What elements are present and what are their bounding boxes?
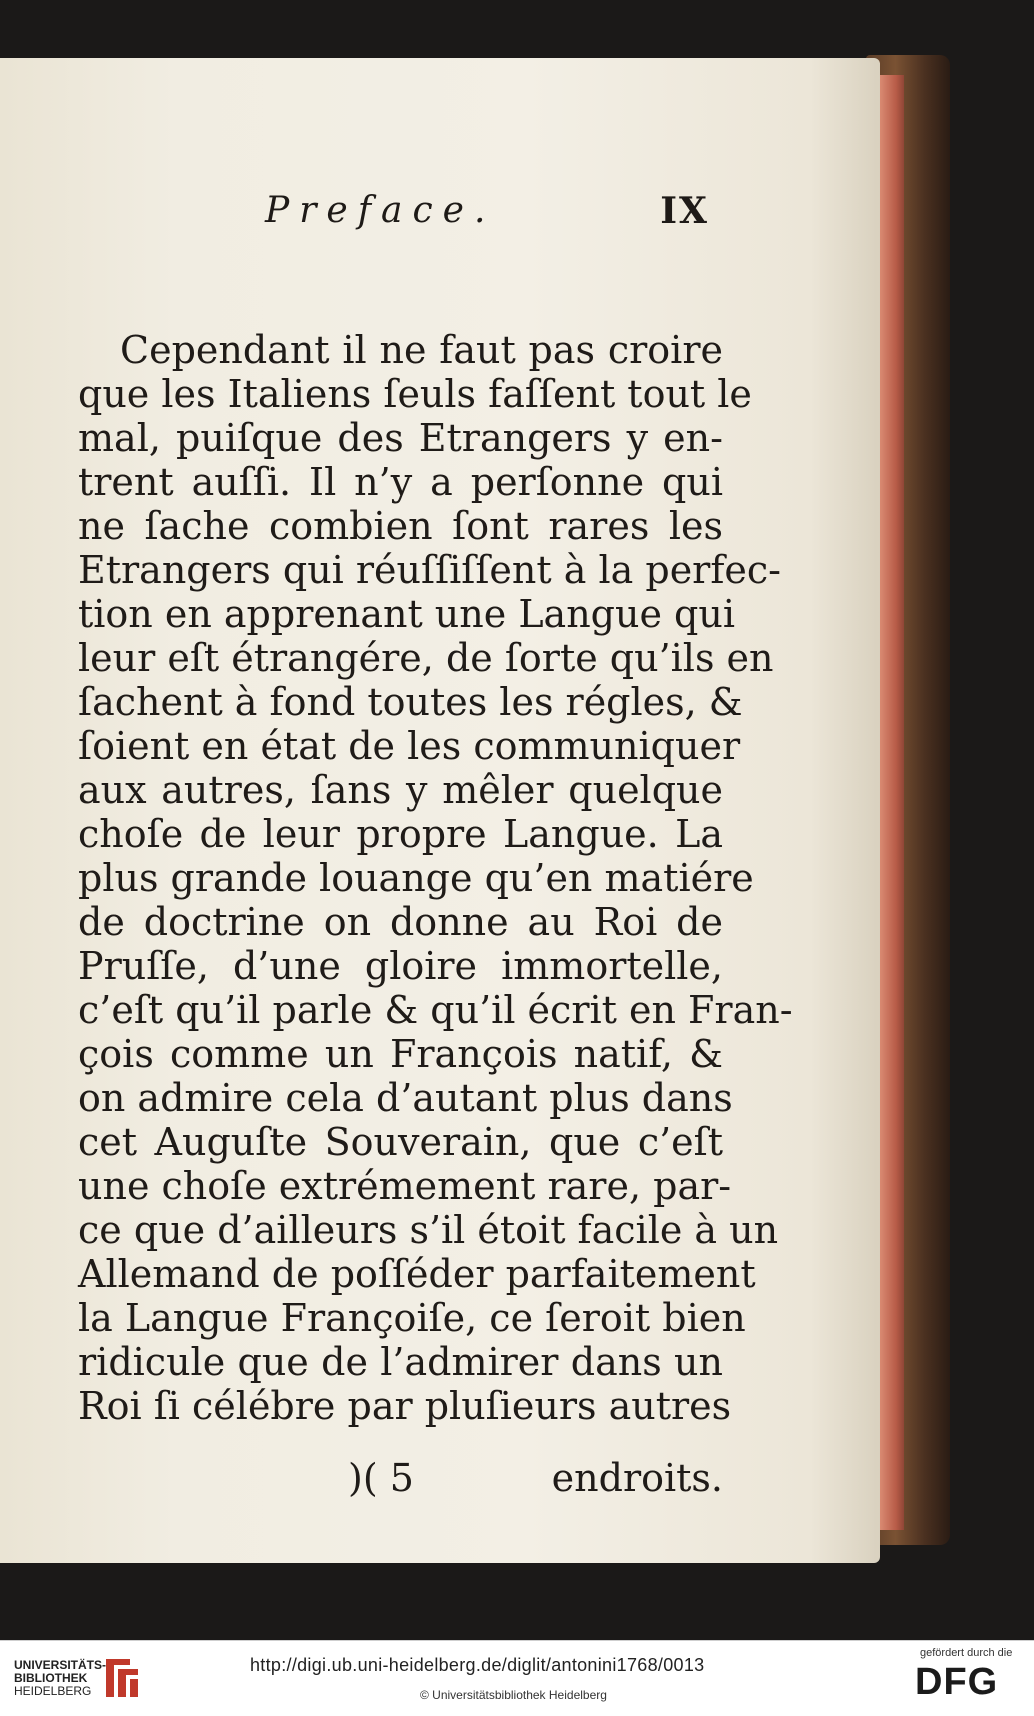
- text-line: cet Auguſte Souverain, que c’eſt: [78, 1120, 723, 1164]
- page-content: [0, 58, 880, 1563]
- viewer-footer: [0, 1640, 1034, 1716]
- text-line: on admire cela d’autant plus dans: [78, 1076, 733, 1120]
- running-head: [265, 190, 715, 240]
- book-page: [0, 58, 880, 1563]
- text-line: choſe de leur propre Langue. La: [78, 812, 723, 856]
- catchword: endroits.: [551, 1456, 723, 1500]
- text-line: Cependant il ne faut pas croire: [120, 328, 723, 372]
- text-line: Etrangers qui réuſſiſſent à la perfec-: [78, 548, 782, 592]
- library-name-line-2: BIBLIOTHEK: [14, 1671, 88, 1685]
- library-name-line-3: HEIDELBERG: [14, 1684, 92, 1698]
- signature-mark: )( 5: [348, 1456, 414, 1500]
- text-line: ſoient en état de les communiquer: [78, 724, 741, 768]
- text-line: c’eſt qu’il parle & qu’il écrit en Fran-: [78, 988, 793, 1032]
- signature-row: [78, 1456, 723, 1500]
- text-line: de doctrine on donne au Roi de: [78, 900, 723, 944]
- library-name-line-1: UNIVERSITÄTS-: [14, 1658, 107, 1672]
- text-line: çois comme un François natif, &: [78, 1032, 723, 1076]
- library-logo-text[interactable]: [14, 1659, 106, 1698]
- dfg-logo[interactable]: DFG: [915, 1661, 999, 1703]
- text-line: la Langue Françoiſe, ce ſeroit bien: [78, 1296, 746, 1340]
- text-line: Pruſſe, d’une gloire immortelle,: [78, 944, 723, 988]
- text-line: aux autres, ſans y mêler quelque: [78, 768, 723, 812]
- page-number: IX: [660, 190, 709, 232]
- text-line: leur eſt étrangére, de ſorte qu’ils en: [78, 636, 774, 680]
- copyright-notice: © Universitätsbibliothek Heidelberg: [420, 1688, 607, 1702]
- text-line: ce que d’ailleurs s’il étoit facile à un: [78, 1208, 779, 1252]
- text-line: ridicule que de l’admirer dans un: [78, 1340, 723, 1384]
- text-line: ſachent à fond toutes les régles, &: [78, 680, 743, 724]
- text-line: une choſe extrémement rare, par-: [78, 1164, 732, 1208]
- text-line: Roi ſi célébre par pluſieurs autres: [78, 1384, 732, 1428]
- text-line: plus grande louange qu’en matiére: [78, 856, 754, 900]
- text-line: tion en apprenant une Langue qui: [78, 592, 736, 636]
- text-line: Allemand de poſſéder parfaitement: [78, 1252, 756, 1296]
- text-line: mal, puiſque des Etrangers y en-: [78, 416, 723, 460]
- text-line: que les Italiens ſeuls faſſent tout le: [78, 372, 752, 416]
- library-emblem-icon: [100, 1653, 144, 1703]
- text-line: trent auſſi. Il n’y a perſonne qui: [78, 460, 723, 504]
- body-text: [78, 328, 793, 1428]
- permalink-url[interactable]: http://digi.ub.uni-heidelberg.de/diglit/antonini1768/0013: [250, 1655, 705, 1675]
- text-line: ne ſache combien ſont rares les: [78, 504, 723, 548]
- running-head-title: Preface.: [265, 190, 496, 231]
- funding-caption: gefördert durch die: [920, 1647, 1013, 1659]
